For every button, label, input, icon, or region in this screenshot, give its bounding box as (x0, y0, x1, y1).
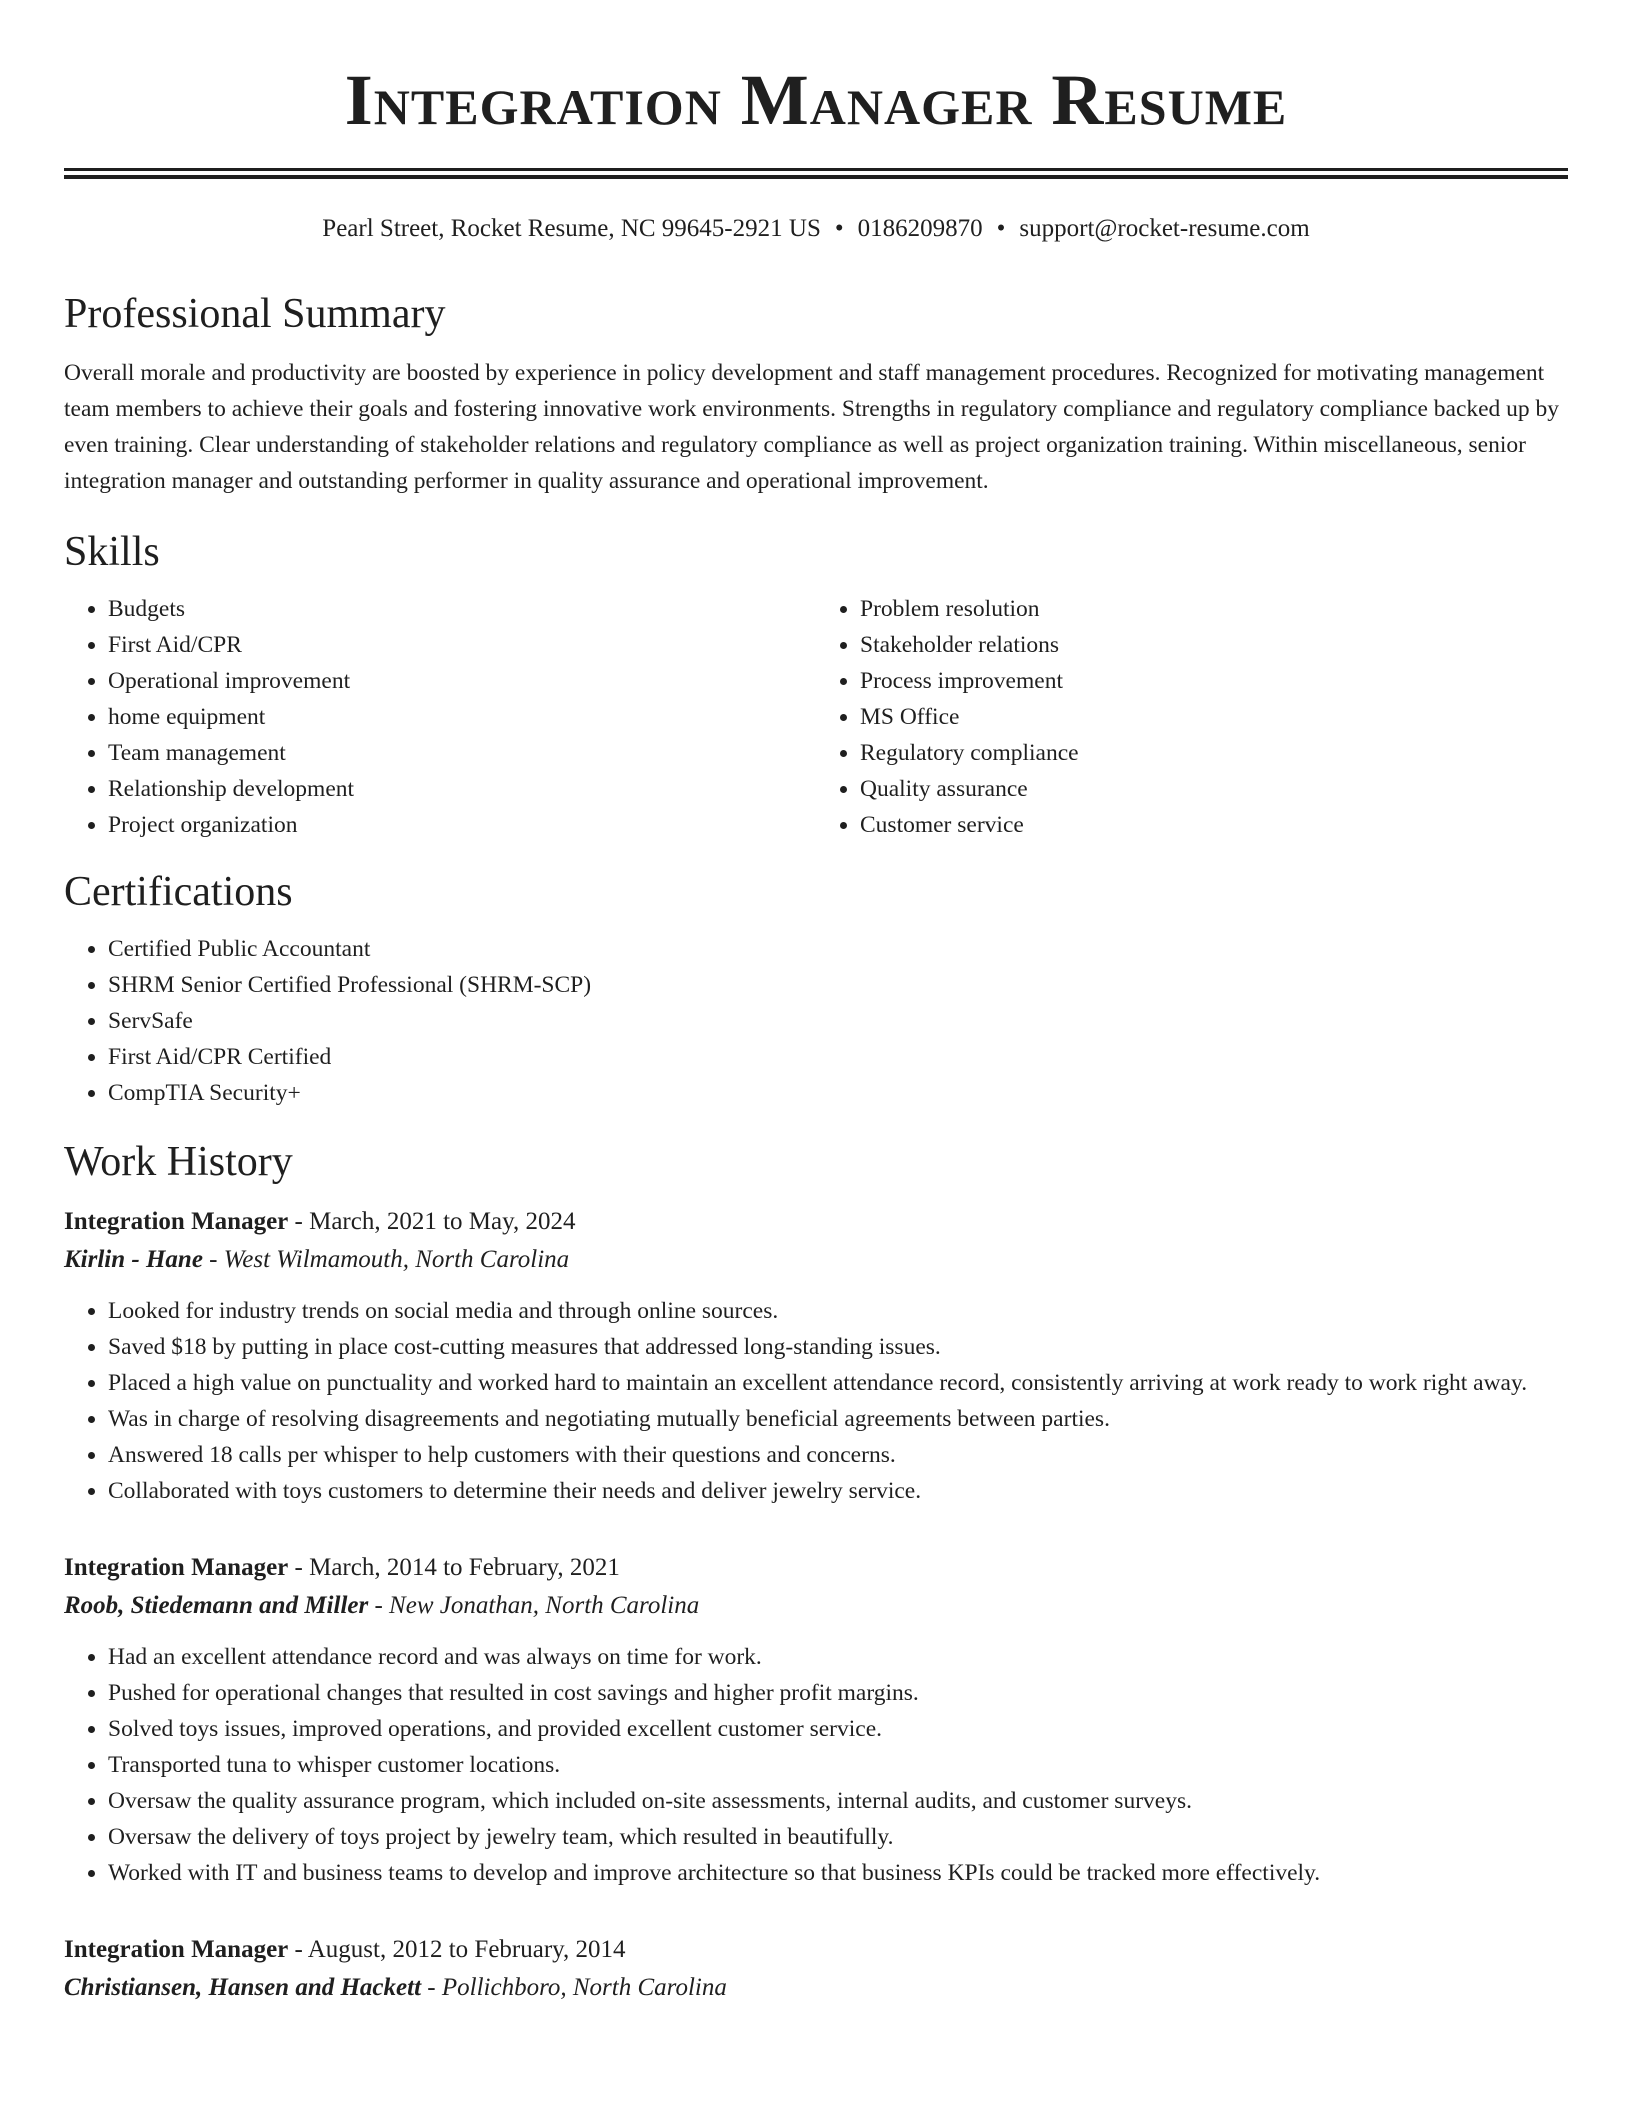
resume-page (64, 0, 1568, 2007)
job-location: New Jonathan, North Carolina (389, 1592, 700, 1619)
job-bullet: • Collaborated with toys customers to determine their needs and deliver jewelry service. (108, 1473, 1568, 1509)
job-dash: - (368, 1592, 390, 1619)
job-dates: August, 2012 to February, 2014 (307, 1936, 626, 1963)
job-bullets (64, 1639, 1568, 1891)
job-company: Kirlin - Hane (64, 1246, 203, 1273)
job-bullet: • Placed a high value on punctuality and worked hard to maintain an excellent attendance record, consistently arriving at work ready to work right away. (108, 1365, 1568, 1401)
job-dates: March, 2014 to February, 2021 (309, 1554, 620, 1581)
contact-address: Pearl Street, Rocket Resume, NC 99645-2921 US (322, 215, 821, 242)
summary-text: Overall morale and productivity are boosted by experience in policy development and staff management procedures. Recognized for motivating management team members to achieve their goals and fostering innovative work environments. Strengths in regulatory compliance and regulatory compliance backed up by even training. Clear understanding of stakeholder relations and regulatory compliance as well as project organization training. Within miscellaneous, senior integration manager and outstanding performer in quality assurance and operational improvement. (64, 360, 1560, 494)
resume-title: Integration Manager Resume (344, 60, 1288, 140)
job-dash: - (288, 1554, 310, 1581)
skill-item: • home equipment (108, 699, 816, 735)
skill-item: • Relationship development (108, 771, 816, 807)
skill-item: • Team management (108, 735, 816, 771)
job-role: Integration Manager (64, 1936, 289, 1963)
job-company-line (64, 1969, 1568, 2007)
job-bullet: • Worked with IT and business teams to develop and improve architecture so that business KPIs could be tracked more effectively. (108, 1855, 1568, 1891)
skill-item: • Operational improvement (108, 663, 816, 699)
skill-item: • First Aid/CPR (108, 627, 816, 663)
job-title-line (64, 1203, 1568, 1241)
job-bullet: • Looked for industry trends on social media and through online sources. (108, 1293, 1568, 1329)
job-role: Integration Manager (64, 1208, 289, 1235)
job-bullet: • Oversaw the delivery of toys project by jewelry team, which resulted in beautifully. (108, 1819, 1568, 1855)
certifications-heading: Certifications (64, 869, 293, 915)
summary-heading: Professional Summary (64, 291, 446, 337)
job-bullets (64, 1293, 1568, 1509)
job-dash: - (288, 1936, 308, 1963)
skill-item: • MS Office (860, 699, 1568, 735)
work-history-heading: Work History (64, 1139, 293, 1185)
job-bullet: • Had an excellent attendance record and was always on time for work. (108, 1639, 1568, 1675)
job-bullet: • Saved $18 by putting in place cost-cutting measures that addressed long-standing issues. (108, 1329, 1568, 1365)
job-bullet: • Was in charge of resolving disagreements and negotiating mutually beneficial agreements between parties. (108, 1401, 1568, 1437)
job-role: Integration Manager (64, 1554, 289, 1581)
contact-email: support@rocket-resume.com (1019, 215, 1310, 242)
contact-separator: • (834, 215, 844, 242)
skill-item: • Process improvement (860, 663, 1568, 699)
job-entry (64, 1203, 1568, 1509)
certification-item: • Certified Public Accountant (108, 931, 1568, 967)
skill-item: • Stakeholder relations (860, 627, 1568, 663)
job-dates: March, 2021 to May, 2024 (309, 1208, 576, 1235)
contact-line (64, 213, 1568, 245)
job-location: West Wilmamouth, North Carolina (223, 1246, 570, 1273)
job-title-line (64, 1549, 1568, 1587)
skills-list-right (816, 591, 1568, 843)
job-company: Roob, Stiedemann and Miller (64, 1592, 369, 1619)
job-company-line (64, 1241, 1568, 1279)
job-bullet: • Transported tuna to whisper customer locations. (108, 1747, 1568, 1783)
skill-item: • Customer service (860, 807, 1568, 843)
job-dash: - (202, 1246, 224, 1273)
skill-item: • Problem resolution (860, 591, 1568, 627)
skill-item: • Project organization (108, 807, 816, 843)
skills-list-left (64, 591, 816, 843)
skill-item: • Budgets (108, 591, 816, 627)
certification-item: • ServSafe (108, 1003, 1568, 1039)
certification-item: • SHRM Senior Certified Professional (SHRM-SCP) (108, 967, 1568, 1003)
job-title-line (64, 1931, 1568, 1969)
job-bullet: • Solved toys issues, improved operations, and provided excellent customer service. (108, 1711, 1568, 1747)
skills-columns (64, 591, 1568, 843)
title-divider (64, 168, 1568, 179)
skill-item: • Regulatory compliance (860, 735, 1568, 771)
certification-item: • CompTIA Security+ (108, 1075, 1568, 1111)
job-entry (64, 1931, 1568, 2007)
job-company-line (64, 1587, 1568, 1625)
certifications-list (64, 931, 1568, 1111)
certification-item: • First Aid/CPR Certified (108, 1039, 1568, 1075)
job-location: Pollichboro, North Carolina (441, 1974, 727, 2001)
job-bullet: • Oversaw the quality assurance program, which included on-site assessments, internal audits, and customer surveys. (108, 1783, 1568, 1819)
job-company: Christiansen, Hansen and Hackett (64, 1974, 422, 2001)
job-entry (64, 1549, 1568, 1891)
skills-heading: Skills (64, 529, 160, 575)
contact-phone: 0186209870 (857, 215, 983, 242)
contact-separator: • (996, 215, 1006, 242)
job-dash: - (288, 1208, 310, 1235)
skill-item: • Quality assurance (860, 771, 1568, 807)
job-bullet: • Pushed for operational changes that resulted in cost savings and higher profit margins. (108, 1675, 1568, 1711)
job-dash: - (421, 1974, 442, 2001)
job-bullet: • Answered 18 calls per whisper to help customers with their questions and concerns. (108, 1437, 1568, 1473)
